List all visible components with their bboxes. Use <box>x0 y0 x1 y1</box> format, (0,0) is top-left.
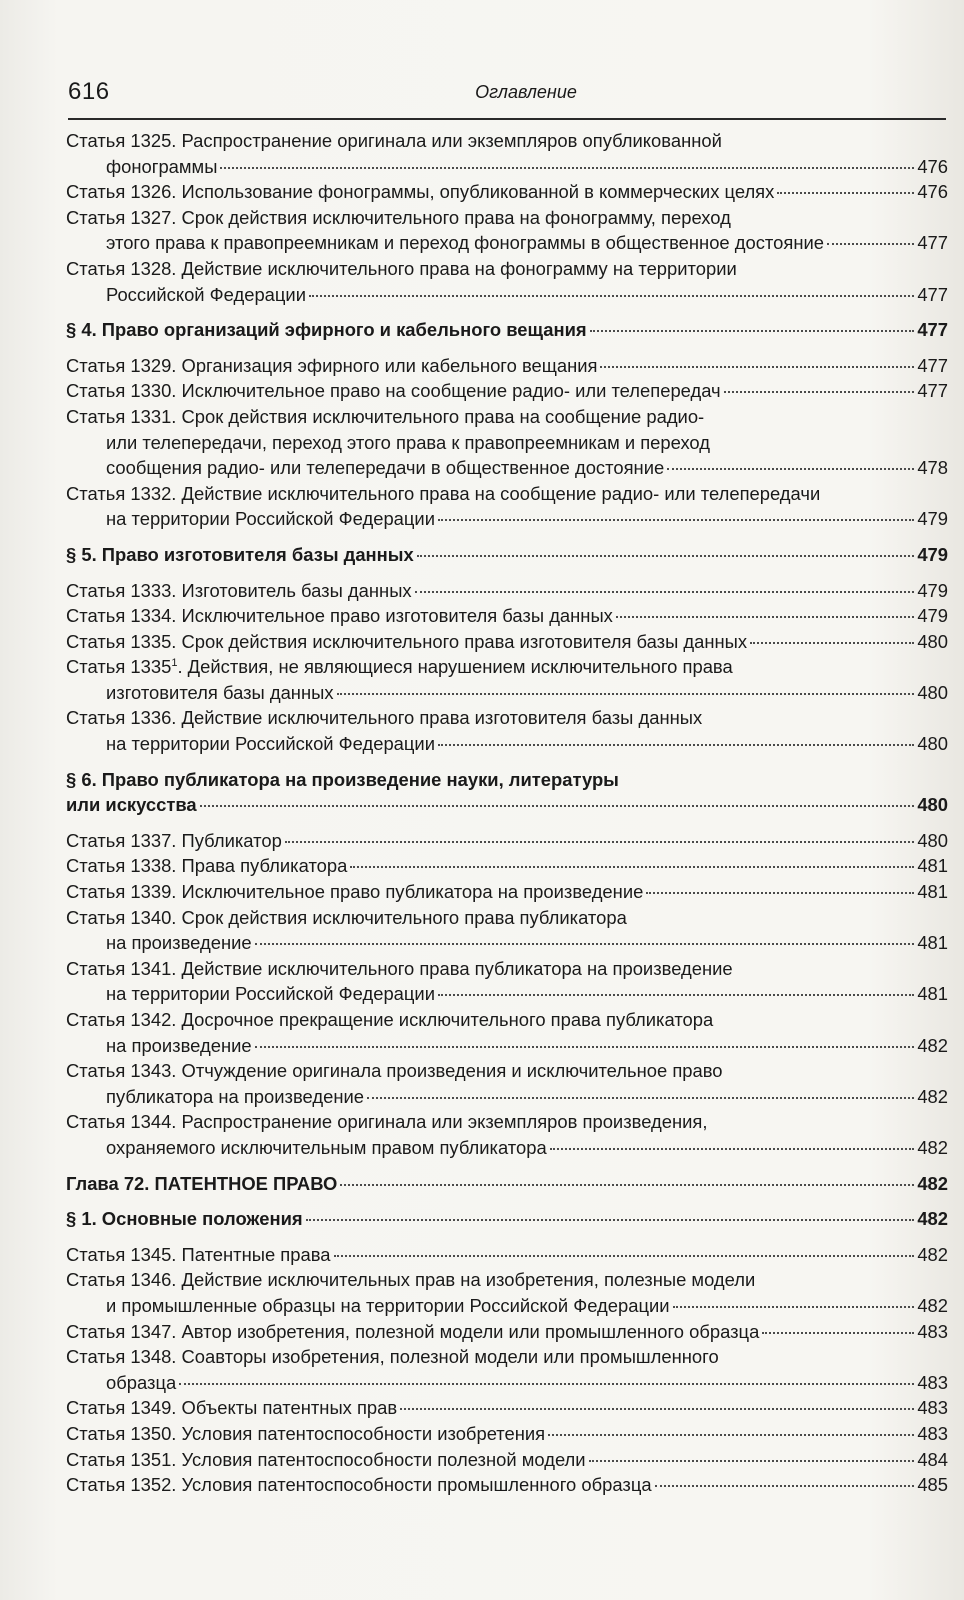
toc-entry-article-1331 <box>66 404 948 481</box>
entry-line: Статья 1325. Распространение оригинала или экземпляров опубликованной <box>66 130 722 151</box>
entry-line-text: Действия, не являющиеся нарушением исключительного права <box>187 656 733 678</box>
dot-leader <box>724 390 915 393</box>
dot-leader <box>827 242 914 245</box>
toc-entry-article-1335-1 <box>66 654 948 705</box>
entry-page: 477 <box>917 319 948 341</box>
dot-leader <box>179 1382 914 1385</box>
dot-leader <box>655 1484 915 1487</box>
entry-page: 482 <box>917 1034 948 1056</box>
toc-entry-article-1330 <box>66 378 948 404</box>
toc-entry-article-1344 <box>66 1109 948 1160</box>
dot-leader <box>415 590 915 593</box>
entry-page: 478 <box>917 457 948 479</box>
toc-entry-article-1332 <box>66 481 948 532</box>
entry-page: 477 <box>917 380 948 402</box>
entry-text: Статья 1345. Патентные права <box>66 1243 331 1265</box>
entry-line: Статья 1336. Действие исключительного права изготовителя базы данных <box>66 707 703 729</box>
entry-text: Статья 1347. Автор изобретения, полезной модели или промышленного образца <box>66 1320 760 1342</box>
entry-text: Статья 1351. Условия патентоспособности полезной модели <box>66 1448 586 1470</box>
toc-entry-article-1338 <box>66 853 948 879</box>
toc-entry-article-1335 <box>66 629 948 655</box>
superscript: 1 <box>171 657 178 670</box>
entry-text: Статья 1334. Исключительное право изготовителя базы данных <box>66 605 613 627</box>
entry-page: 483 <box>917 1320 948 1342</box>
chapter-title: Глава 72. ПАТЕНТНОЕ ПРАВО <box>66 1172 338 1194</box>
entry-text: Российской Федерации <box>106 283 306 305</box>
dot-leader <box>220 166 914 169</box>
dot-leader <box>200 804 915 807</box>
entry-text: Статья 1329. Организация эфирного или кабельного вещания <box>66 354 598 376</box>
toc-entry-article-1329 <box>66 353 948 379</box>
entry-text: на произведение <box>106 1034 252 1056</box>
entry-page: 477 <box>917 354 948 376</box>
toc-entry-article-1334 <box>66 603 948 629</box>
dot-leader <box>762 1331 914 1334</box>
entry-page: 480 <box>917 794 948 816</box>
toc-entry-article-1339 <box>66 879 948 905</box>
entry-page: 479 <box>917 508 948 530</box>
page-header <box>68 76 944 110</box>
dot-leader <box>438 743 914 746</box>
toc-chapter-72 <box>66 1171 948 1197</box>
entry-page: 480 <box>917 630 948 652</box>
entry-page: 477 <box>917 283 948 305</box>
entry-text: Статья 1326. Использование фонограммы, опубликованной в коммерческих целях <box>66 181 775 203</box>
entry-line: или телепередачи, переход этого права к правопреемникам и переход <box>106 431 710 453</box>
entry-page: 482 <box>917 1172 948 1194</box>
header-rule <box>68 118 946 120</box>
dot-leader <box>646 891 914 894</box>
dot-leader <box>350 865 914 868</box>
dot-leader <box>590 329 915 332</box>
toc-entry-article-1350 <box>66 1421 948 1447</box>
entry-page: 479 <box>917 605 948 627</box>
entry-page: 482 <box>917 1136 948 1158</box>
table-of-contents <box>66 128 948 1498</box>
dot-leader <box>438 518 914 521</box>
toc-entry-article-1342 <box>66 1007 948 1058</box>
entry-page: 476 <box>917 155 948 177</box>
entry-text: на произведение <box>106 932 252 954</box>
entry-text: охраняемого исключительным правом публикатора <box>106 1136 547 1158</box>
toc-entry-article-1336 <box>66 705 948 756</box>
toc-section-1 <box>66 1206 948 1232</box>
article-number: Статья 1335 <box>66 656 172 678</box>
dot-leader <box>309 294 914 297</box>
entry-text: Статья 1349. Объекты патентных прав <box>66 1397 398 1419</box>
toc-entry-article-1341 <box>66 956 948 1007</box>
entry-line: Статья 1331. Срок действия исключительного права на сообщение радио- <box>66 405 705 427</box>
entry-line: Статья 1335$^1$. Действия, не являющиеся нарушением исключительного права <box>66 656 733 678</box>
entry-text: Статья 1333. Изготовитель базы данных <box>66 579 412 601</box>
entry-page: 482 <box>917 1085 948 1107</box>
entry-page: 480 <box>917 733 948 755</box>
entry-line: Статья 1348. Соавторы изобретения, полезной модели или промышленного <box>66 1346 719 1368</box>
toc-entry-article-1328 <box>66 256 948 307</box>
entry-line: Статья 1346. Действие исключительных прав на изобретения, полезные модели <box>66 1269 756 1291</box>
dot-leader <box>548 1433 914 1436</box>
entry-page: 477 <box>917 232 948 254</box>
entry-page: 480 <box>917 681 948 703</box>
section-title: § 1. Основные положения <box>66 1208 303 1230</box>
entry-text: на территории Российской Федерации <box>106 508 435 530</box>
section-title: § 5. Право изготовителя базы данных <box>66 543 414 565</box>
entry-text: фонограммы <box>106 155 218 177</box>
entry-text: Статья 1339. Исключительное право публикатора на произведение <box>66 881 644 903</box>
entry-line: Статья 1328. Действие исключительного права на фонограмму на территории <box>66 257 737 279</box>
dot-leader <box>334 1254 915 1257</box>
dot-leader <box>777 191 914 194</box>
dot-leader <box>750 641 914 644</box>
dot-leader <box>589 1459 915 1462</box>
section-title: или искусства <box>66 794 197 816</box>
entry-page: 480 <box>917 829 948 851</box>
entry-text: и промышленные образцы на территории Российской Федерации <box>106 1294 670 1316</box>
toc-entry-article-1347 <box>66 1319 948 1345</box>
toc-entry-article-1327 <box>66 205 948 256</box>
toc-entry-article-1348 <box>66 1344 948 1395</box>
entry-line: Статья 1332. Действие исключительного права на сообщение радио- или телепередачи <box>66 482 821 504</box>
entry-text: Статья 1330. Исключительное право на сообщение радио- или телепередач <box>66 380 721 402</box>
entry-page: 483 <box>917 1371 948 1393</box>
toc-entry-article-1340 <box>66 905 948 956</box>
dot-leader <box>285 840 915 843</box>
entry-page: 479 <box>917 543 948 565</box>
toc-section-4 <box>66 317 948 343</box>
dot-leader <box>340 1183 914 1186</box>
entry-page: 483 <box>917 1397 948 1419</box>
entry-page: 481 <box>917 881 948 903</box>
entry-text: этого права к правопреемникам и переход фонограммы в общественное достояние <box>106 232 824 254</box>
entry-page: 481 <box>917 983 948 1005</box>
dot-leader <box>367 1096 914 1099</box>
entry-line: Статья 1343. Отчуждение оригинала произведения и исключительное право <box>66 1060 723 1082</box>
toc-section-5 <box>66 542 948 568</box>
entry-page: 482 <box>917 1243 948 1265</box>
dot-leader <box>255 942 915 945</box>
entry-page: 484 <box>917 1448 948 1470</box>
entry-page: 482 <box>917 1294 948 1316</box>
entry-line: Статья 1344. Распространение оригинала или экземпляров произведения, <box>66 1111 708 1133</box>
toc-entry-article-1337 <box>66 828 948 854</box>
dot-leader <box>417 554 915 557</box>
toc-entry-article-1352 <box>66 1472 948 1498</box>
entry-page: 485 <box>917 1474 948 1496</box>
entry-line: Статья 1342. Досрочное прекращение исключительного права публикатора <box>66 1009 714 1030</box>
toc-entry-article-1345 <box>66 1242 948 1268</box>
entry-text: Статья 1335. Срок действия исключительного права изготовителя базы данных <box>66 630 748 652</box>
entry-text: сообщения радио- или телепередачи в общественное достояние <box>106 457 665 479</box>
entry-text: Статья 1350. Условия патентоспособности изобретения <box>66 1422 546 1444</box>
entry-text: на территории Российской Федерации <box>106 983 435 1005</box>
entry-page: 483 <box>917 1422 948 1444</box>
toc-entry-article-1343 <box>66 1058 948 1109</box>
toc-entry-article-1333 <box>66 578 948 604</box>
dot-leader <box>306 1218 915 1221</box>
toc-entry-article-1326 <box>66 179 948 205</box>
section-title: § 4. Право организаций эфирного и кабельного вещания <box>66 319 587 341</box>
entry-page: 476 <box>917 181 948 203</box>
entry-text: Статья 1352. Условия патентоспособности промышленного образца <box>66 1474 652 1496</box>
entry-text: Статья 1338. Права публикатора <box>66 855 348 877</box>
dot-leader <box>600 365 914 368</box>
entry-page: 481 <box>917 855 948 877</box>
dot-leader <box>673 1305 915 1308</box>
entry-text: публикатора на произведение <box>106 1085 364 1107</box>
toc-section-6 <box>66 767 948 818</box>
entry-text: Статья 1337. Публикатор <box>66 829 282 851</box>
entry-line: Статья 1340. Срок действия исключительного права публикатора <box>66 906 627 928</box>
entry-line: Статья 1327. Срок действия исключительного права на фонограмму, переход <box>66 206 731 228</box>
entry-page: 482 <box>917 1208 948 1230</box>
section-title-line: § 6. Право публикатора на произведение науки, литературы <box>66 768 619 790</box>
toc-entry-article-1351 <box>66 1447 948 1473</box>
entry-text: на территории Российской Федерации <box>106 733 435 755</box>
toc-entry-article-1349 <box>66 1395 948 1421</box>
dot-leader <box>400 1407 914 1410</box>
toc-entry-article-1346 <box>66 1267 948 1318</box>
dot-leader <box>438 993 914 996</box>
dot-leader <box>667 467 914 470</box>
running-title: Оглавление <box>475 82 577 102</box>
toc-entry-article-1325 <box>66 128 948 179</box>
dot-leader <box>616 615 914 618</box>
entry-line: Статья 1341. Действие исключительного права публикатора на произведение <box>66 957 733 979</box>
page-number: 616 <box>68 78 110 105</box>
entry-text: образца <box>106 1371 177 1393</box>
entry-text: изготовителя базы данных <box>106 681 334 703</box>
dot-leader <box>255 1045 915 1048</box>
dot-leader <box>550 1147 915 1150</box>
entry-page: 479 <box>917 579 948 601</box>
entry-page: 481 <box>917 932 948 954</box>
dot-leader <box>337 692 915 695</box>
